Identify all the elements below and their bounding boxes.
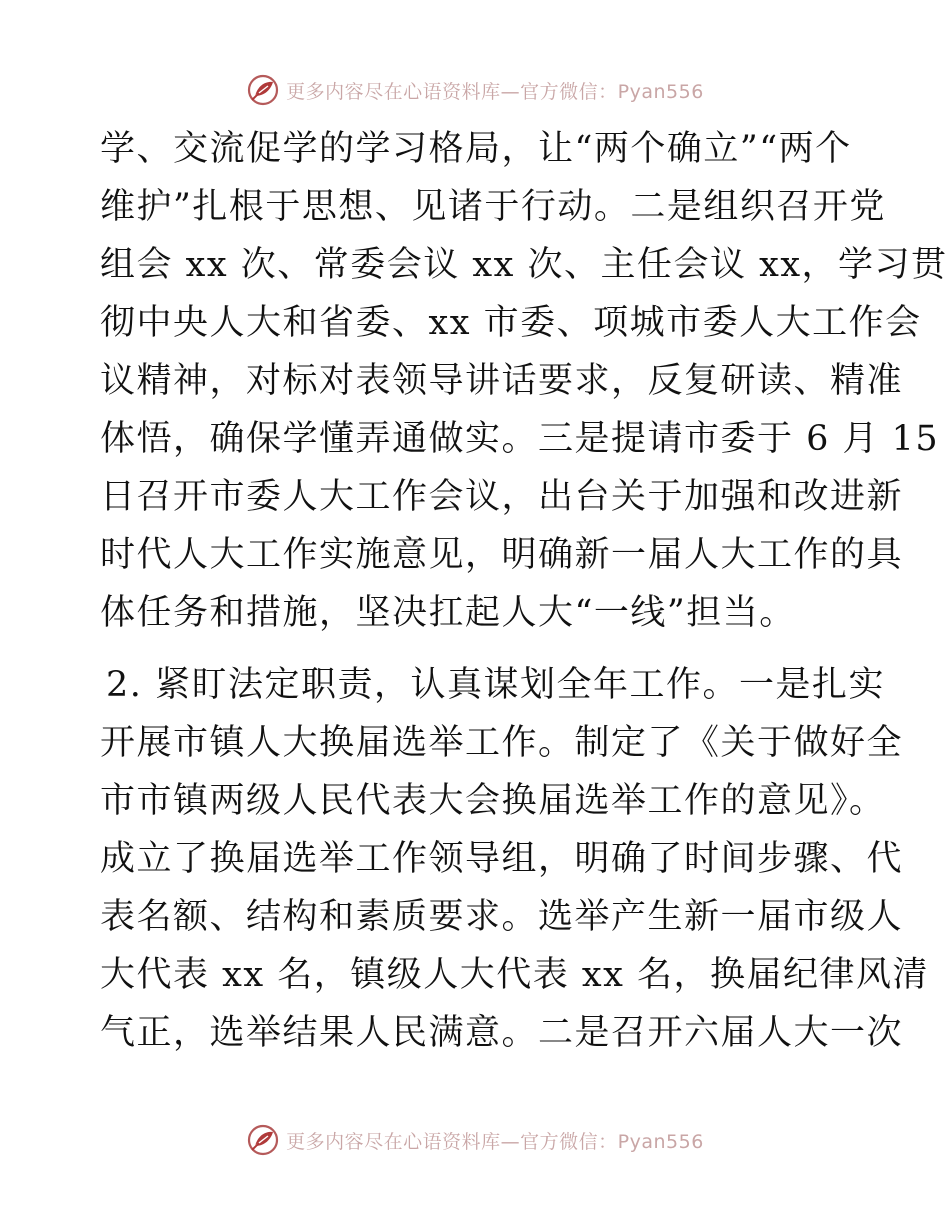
text-line: 成立了换届选举工作领导组，明确了时间步骤、代: [100, 839, 904, 879]
text-line: 体悟，确保学懂弄通做实。三是提请市委于 6 月 15: [100, 419, 940, 459]
text-line: 时代人大工作实施意见，明确新一届人大工作的具: [100, 535, 904, 575]
text-line: 体任务和措施，坚决扛起人大“一线”担当。: [100, 593, 796, 633]
paragraph-2: [100, 656, 929, 1062]
text-line: 议精神，对标对表领导讲话要求，反复研读、精准: [100, 361, 904, 401]
footer-watermark-banner: [0, 1120, 950, 1160]
text-line: 开展市镇人大换届选举工作。制定了《关于做好全: [100, 723, 904, 763]
text-line: 彻中央人大和省委、xx 市委、项城市委人大工作会: [100, 303, 922, 343]
red-leaf-logo-icon: [246, 73, 280, 107]
paragraph-1: [100, 120, 948, 642]
text-line: 表名额、结构和素质要求。选举产生新一届市级人: [100, 897, 904, 937]
text-line: 市市镇两级人民代表大会换届选举工作的意见》。: [100, 781, 886, 821]
text-line: 气正，选举结果人民满意。二是召开六届人大一次: [100, 1013, 904, 1053]
text-line: 学、交流促学的学习格局，让“两个确立”“两个: [100, 129, 852, 169]
document-body: [100, 120, 948, 1062]
text-line: 维护”扎根于思想、见诸于行动。二是组织召开党: [100, 187, 886, 227]
text-line: 大代表 xx 名，镇级人大代表 xx 名，换届纪律风清: [100, 955, 929, 995]
red-leaf-logo-icon: [246, 1123, 280, 1157]
header-watermark-banner: [0, 70, 950, 110]
watermark-text: 更多内容尽在心语资料库—官方微信：Pyan556: [286, 1130, 704, 1153]
text-line: 日召开市委人大工作会议，出台关于加强和改进新: [100, 477, 904, 517]
paragraph-spacer: [100, 642, 860, 656]
watermark-text: 更多内容尽在心语资料库—官方微信：Pyan556: [286, 80, 704, 103]
text-line: 组会 xx 次、常委会议 xx 次、主任会议 xx，学习贯: [100, 245, 948, 285]
text-line: 2. 紧盯法定职责，认真谋划全年工作。一是扎实: [106, 665, 886, 705]
